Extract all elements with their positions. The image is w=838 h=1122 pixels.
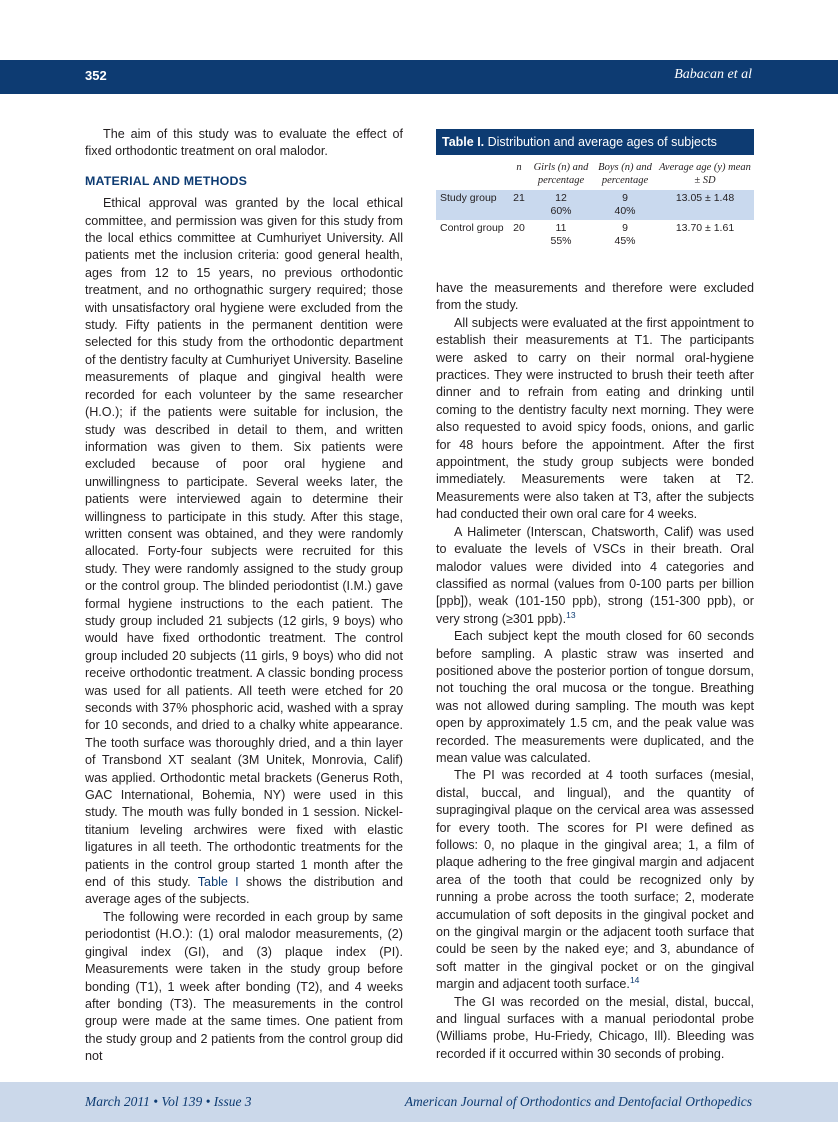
- table-row: [436, 220, 754, 250]
- boys-percentage: 45%: [614, 235, 636, 247]
- right-paragraph-1: All subjects were evaluated at the first appointment to establish their measurements at T1. The participants were asked to carry on their normal oral-hygiene practices. They were instructed to brush their teeth after dinner and to refrain from eating and drinking until coming to the dentistry faculty next morning. They were also requested to avoid spicy foods, onions, and garlic for 48 hours before the appointment. After the first appointment, the study group subjects were bonded immediately. Measurements were taken at T2. Measurements were also taken at T3, after the subjects had conducted their own oral care for 4 weeks.: [436, 315, 754, 522]
- right-paragraph-2: [436, 524, 754, 628]
- table-cell: 13.70 ± 1.61: [675, 222, 735, 234]
- right-column: [436, 280, 754, 1063]
- table-1: [436, 129, 754, 250]
- methods-paragraph-1-text: Ethical approval was granted by the local ethical committee, and permission was given for this study from the local ethics committee at Cumhuriyet University. All patients met the inclusion criteria: good general health, ages from 12 to 15 years, no previous orthodontic treatment, and no orthognathic surgery required; those with unsatisfactory oral hygiene were excluded from the study. Fifty patients in the permanent dentition were selected for this study from the orthodontic department of the dentistry faculty at Cumhuriyet University. Baseline measurements of plaque and gingival health were recorded for each volunteer by the same researcher (H.O.); if the patients were suitable for inclusion, the study was described in detail to them, and written information was given to them. Six patients were excluded because of poor oral hygiene and unwillingness to participate. Several weeks later, the patients were interviewed again to determine their willingness to participate in this study. After this stage, written consent was obtained, and they were randomly allocated. Forty-four subjects were recruited for this study. They were randomly assigned to the study group or the control group. The blinded periodontist (I.M.) gave formal hygiene instructions to the each patient. The study group included 21 subjects (12 girls, 9 boys) who would have fixed orthodontic treatment. The control group included 20 subjects (11 girls, 9 boys) who did not receive orthodontic treatment. A classic bonding process was used for all patients. All teeth were etched for 20 seconds with 37% phosphoric acid, washed with a spray for 10 seconds, and dried to a chalky white appearance. The tooth surface was thoroughly dried, and a thin layer of Transbond XT sealant (3M Unitek, Monrovia, Calif) was applied. Orthodontic metal brackets (Generus Roth, GAC International, Bohemia, NY) were used in this study. The mouth was fully bonded in 1 session. Nickel-titanium leveling archwires were fixed with elastic ligatures in all teeth. The orthodontic treatments for the patients in the control group started 1 month after the end of this study.: [85, 196, 403, 890]
- table-caption: Distribution and average ages of subjects: [487, 135, 717, 149]
- right-paragraph-4-text: The PI was recorded at 4 tooth surfaces (mesial, distal, buccal, and lingual), and the quantity of supragingival plaque on the cervical area was assessed for every tooth. The scores for PI were defined as follows: 0, no plaque in the gingival area; 1, a film of plaque adhering to the free gingival margin and adjacent area of the tooth that could be recognized only by running a probe across the tooth surface; 2, moderate accumulation of soft deposits in the gingival pocket and on the gingival margin or the adjacent tooth surface that could be seen by the naked eye; and 3, abundance of soft matter in the gingival pocket or on the gingival margin and adjacent tooth surface.: [436, 768, 754, 992]
- table-cell: [592, 222, 658, 248]
- methods-paragraph-1: [85, 195, 403, 909]
- boys-count: 9: [622, 192, 628, 204]
- footer-bar: [0, 1082, 838, 1122]
- right-paragraph-4: [436, 767, 754, 993]
- table-reference-link[interactable]: Table I: [197, 875, 239, 890]
- table-row: [436, 190, 754, 220]
- table-cell: 13.05 ± 1.48: [675, 192, 735, 204]
- girls-count: 12: [555, 192, 567, 204]
- table-header-row: [436, 155, 754, 190]
- page-number: 352: [85, 68, 107, 83]
- methods-paragraph-2: The following were recorded in each group by same periodontist (H.O.): (1) oral malodor measurements, (2) gingival index (GI), and (3) plaque index (PI). Measurements were taken in the study group before bonding (T1), 1 week after bonding (T2), and 4 weeks after bonding (T3). The measurements in the control group were made at the same times. One patient from the study group and 2 patients from the control group did not: [85, 909, 403, 1064]
- intro-paragraph: The aim of this study was to evaluate the effect of fixed orthodontic treatment on oral malodor.: [85, 127, 403, 159]
- left-column: [85, 126, 403, 1066]
- citation-13[interactable]: 13: [566, 609, 576, 620]
- header-bar: [0, 60, 838, 94]
- footer-issue: March 2011 • Vol 139 • Issue 3: [85, 1094, 252, 1109]
- table-header-cell: [436, 161, 508, 187]
- table-header-cell: Girls (n) and percentage: [533, 162, 589, 186]
- table-header-cell: Average age (y) mean ± SD: [659, 162, 751, 186]
- right-paragraph-5: The GI was recorded on the mesial, distal, buccal, and lingual surfaces with a manual periodontal probe (Williams probe, Hu-Friedy, Chicago, Ill). Bleeding was recorded if it occurred within 30 seconds of probing.: [436, 994, 754, 1061]
- girls-percentage: 55%: [550, 235, 572, 247]
- girls-percentage: 60%: [550, 205, 572, 217]
- footer-journal: American Journal of Orthodontics and Dentofacial Orthopedics: [404, 1094, 752, 1109]
- boys-count: 9: [622, 222, 628, 234]
- table-cell: 20: [513, 222, 525, 234]
- table-header-cell: Boys (n) and percentage: [598, 162, 652, 186]
- running-head: Babacan et al: [674, 67, 752, 82]
- boys-percentage: 40%: [614, 205, 636, 217]
- table-cell: 21: [513, 192, 525, 204]
- section-heading: MATERIAL AND METHODS: [85, 173, 248, 188]
- table-cell: [530, 192, 592, 218]
- table-header-cell: n: [516, 162, 522, 173]
- table-label: Table I.: [442, 135, 485, 149]
- table-cell: Study group: [440, 192, 497, 204]
- table-cell: [530, 222, 592, 248]
- girls-count: 11: [555, 222, 567, 234]
- table-title: [436, 129, 754, 155]
- methods-paragraph-1-tail: shows the distribution and average ages of the subjects.: [85, 875, 404, 907]
- table-cell: [592, 192, 658, 218]
- table-cell: Control group: [440, 222, 504, 234]
- right-paragraph-2-text: A Halimeter (Interscan, Chatsworth, Calif) was used to evaluate the levels of VSCs in their breath. Oral malodor values were divided into 4 categories and classified as normal (values from 0-100 parts per billion [ppb]), weak (101-150 ppb), strong (151-300 ppb), or very strong (≥301 ppb).: [436, 524, 754, 626]
- right-paragraph-3: Each subject kept the mouth closed for 60 seconds before sampling. A plastic straw was inserted and positioned above the posterior portion of tongue dorsum, not touching the oral mucosa or the tongue. Breathing was not allowed during sampling. The mouth was kept open by approximately 1.5 cm, and the peak value was recorded. The measurements were duplicated, and the mean value was calculated.: [436, 629, 754, 765]
- citation-14[interactable]: 14: [629, 975, 640, 986]
- right-paragraph-0: have the measurements and therefore were excluded from the study.: [436, 281, 754, 313]
